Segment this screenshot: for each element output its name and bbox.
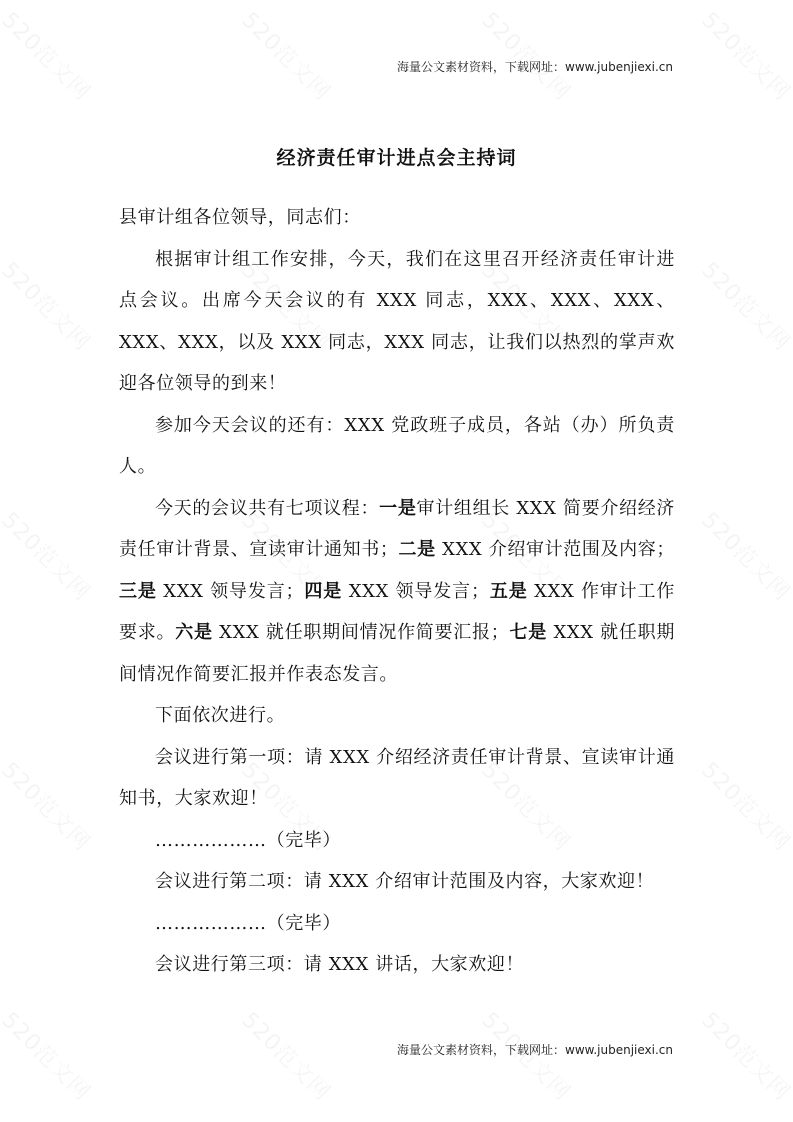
agenda-keyword: 一是: [379, 497, 417, 519]
agenda-item-text: XXX 作审计工作要求。: [119, 580, 675, 643]
watermark-text: [0, 254, 98, 357]
document-body: [119, 197, 675, 986]
agenda-intro: 今天的会议共有七项议程：: [155, 497, 380, 519]
paragraph-item-2: 会议进行第二项：请 XXX 介绍审计范围及内容，大家欢迎！: [155, 871, 655, 892]
paragraph-complete-1: ………………（完毕）: [155, 829, 341, 851]
paragraph-item-3: 会议进行第三项：请 XXX 讲话，大家欢迎！: [155, 954, 525, 975]
watermark-text: [476, 4, 579, 107]
agenda-item-text: XXX 领导发言；: [156, 580, 305, 602]
watermark-text: [236, 4, 339, 107]
document-title: 经济责任审计进点会主持词: [276, 147, 517, 169]
agenda-item-text: XXX 领导发言；: [342, 580, 490, 602]
watermark-text: [696, 504, 793, 607]
paragraph-complete-2: ………………（完毕）: [155, 912, 341, 934]
agenda-keyword: 二是: [398, 539, 436, 560]
page-header: 海量公文素材资料，下载网址：www.jubenjiexi.cn: [397, 60, 673, 74]
paragraph-attendees: 参加今天会议的还有：XXX 党政班子成员，各站（办）所负责人。: [119, 414, 675, 477]
watermark-text: [696, 754, 793, 857]
agenda-item-text: XXX 就任职期间情况作简要汇报并作表态发言。: [119, 622, 675, 685]
agenda-keyword: 六是: [175, 622, 213, 643]
watermark-text: [236, 1004, 339, 1107]
agenda-keyword: 五是: [489, 580, 528, 602]
agenda-item-text: XXX 就任职期间情况作简要汇报；: [212, 622, 510, 643]
agenda-item-text: XXX 介绍审计范围及内容；: [435, 539, 675, 560]
watermark-text: [0, 1004, 98, 1107]
watermark-text: [0, 4, 98, 107]
watermark-text: [696, 4, 793, 107]
page-footer: 海量公文素材资料，下载网址：www.jubenjiexi.cn: [397, 1043, 673, 1057]
paragraph-opening: 根据审计组工作安排，今天，我们在这里召开经济责任审计进点会议。出席今天会议的有 XXX 同志，XXX、XXX、XXX、XXX、XXX，以及 XXX 同志，XXX 同志，让我们以热烈的掌声欢迎各位领导的到来！: [119, 248, 675, 394]
watermark-text: [0, 504, 98, 607]
paragraph-item-1: 会议进行第一项：请 XXX 介绍经济责任审计背景、宣读审计通知书，大家欢迎！: [119, 746, 675, 809]
watermark-text: [696, 1004, 793, 1107]
paragraph-proceed: 下面依次进行。: [155, 705, 286, 726]
agenda-keyword: 七是: [509, 622, 547, 643]
watermark-text: [696, 254, 793, 357]
paragraph-agenda: [119, 488, 675, 696]
agenda-item-text: 审计组组长 XXX 简要介绍经济责任审计背景、宣读审计通知书；: [119, 497, 675, 560]
agenda-keyword: 三是: [119, 580, 157, 602]
agenda-keyword: 四是: [304, 580, 343, 602]
salutation: 县审计组各位领导，同志们：: [119, 207, 361, 228]
watermark-text: [0, 754, 98, 857]
